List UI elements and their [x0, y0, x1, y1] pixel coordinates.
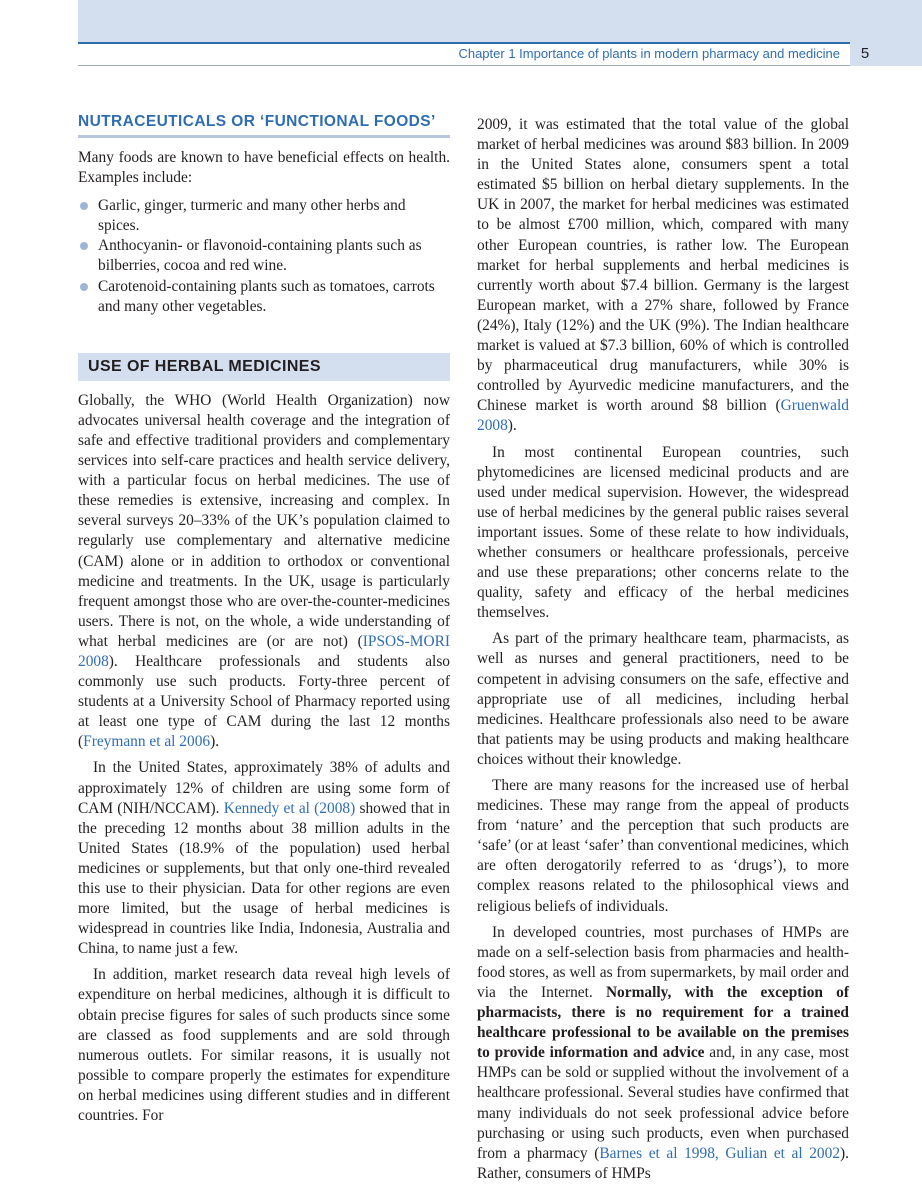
- citation-link[interactable]: Gruenwald 2008: [477, 397, 849, 435]
- right-column: [477, 115, 849, 1190]
- citation-link[interactable]: Freymann et al 2006: [83, 733, 211, 751]
- paragraph: 2009, it was estimated that the total value of the global market of herbal medicines was around $83 billion. In 2009 in the United States alone, consumers spent a total estimated $5 billion on herbal dietary supplements. In the UK in 2007, the market for herbal medicines was estimated to be almost £700 million, which, compared with many other European countries, is rather low. The European market for herbal supplements and herbal medicines is currently worth about $7.4 billion. Germany is the largest European market, with a 27% share, followed by France (24%), Italy (12%) and the UK (9%). The Indian healthcare market is valued at $7.3 billion, 60% of which is controlled by pharmaceutical drug manufacturers, while 30% is controlled by Ayurvedic medicine manufacturers, and the Chinese market is worth around $8 billion (Gruenwald 2008).: [477, 116, 849, 435]
- paragraph: In most continental European countries, such phytomedicines are licensed medicinal products and are used under medical supervision. However, the widespread use of herbal medicines by the general public raises several important issues. Some of these relate to how individuals, whether consumers or healthcare professionals, perceive and use these preparations; other concerns relate to the quality, safety and efficacy of the herbal medicines themselves.: [477, 443, 849, 622]
- bullet-icon: [80, 283, 88, 291]
- bullet-item: Anthocyanin- or flavonoid-containing plants such as bilberries, cocoa and red wine.: [78, 236, 450, 276]
- running-head: Chapter 1 Importance of plants in modern pharmacy and medicine: [458, 46, 840, 61]
- bullet-icon: [80, 202, 88, 210]
- bullet-list: [78, 196, 450, 317]
- bullet-item: Garlic, ginger, turmeric and many other herbs and spices.: [78, 196, 450, 236]
- header-rule: [78, 42, 850, 44]
- section-heading-nutraceuticals: NUTRACEUTICALS OR ‘FUNCTIONAL FOODS’: [78, 112, 450, 138]
- bullet-item: Carotenoid-containing plants such as tomatoes, carrots and many other vegetables.: [78, 277, 450, 317]
- citation-link[interactable]: Barnes et al 1998, Gulian et al 2002: [599, 1144, 841, 1162]
- citation-link[interactable]: IPSOS-MORI 2008: [78, 632, 450, 670]
- header-bottom-rule: [78, 65, 850, 66]
- paragraph: In developed countries, most purchases of HMPs are made on a self-selection basis from pharmacies and health-food stores, as well as from supermarkets, by mail order and via the Internet. Normally, with the exception of pharmacists, there is no requirement for a trained healthcare professional to be available on the premises to provide information and advice and, in any case, most HMPs can be sold or supplied without the involvement of a healthcare professional. Several studies have confirmed that many individuals do not seek professional advice before purchasing or using such products, even when purchased from a pharmacy (Barnes et al 1998, Gulian et al 2002). Rather, consumers of HMPs: [477, 923, 850, 1182]
- citation-link[interactable]: Kennedy et al (2008): [223, 799, 356, 817]
- page-number: 5: [860, 45, 870, 62]
- paragraph: In addition, market research data reveal high levels of expenditure on herbal medicines, although it is difficult to obtain precise figures for sales of such products since some are classed as food supplements and are sold through numerous outlets. For similar reasons, it is usually not possible to compare properly the estimates for expenditure on herbal medicines using different studies and in different countries. For: [78, 966, 450, 1125]
- paragraph: There are many reasons for the increased use of herbal medicines. These may range from the appeal of products from ‘nature’ and the perception that such products are ‘safe’ (or at least ‘safer’ than conventional medicines, which are often derogatorily referred to as ‘drugs’), to more complex reasons related to the philosophical views and religious beliefs of individuals.: [477, 777, 849, 915]
- paragraph: In the United States, approximately 38% of adults and approximately 12% of children are using some form of CAM (NIH/NCCAM). Kennedy et al (2008) showed that in the preceding 12 months about 38 million adults in the United States (18.9% of the population) used herbal medicines or supplements, but that only one-third revealed this use to their physician. Data for other regions are even more limited, but the usage of herbal medicines is widespread in countries like India, Indonesia, Australia and China, to name just a few.: [78, 759, 450, 958]
- paragraph: As part of the primary healthcare team, pharmacists, as well as nurses and general practitioners, need to be competent in advising consumers on the safe, effective and appropriate use of all medicines, including herbal medicines. Healthcare professionals also need to be aware that patients may be using products and making healthcare choices without their knowledge.: [477, 630, 849, 768]
- paragraph: Many foods are known to have beneficial effects on health. Examples include:: [78, 149, 450, 187]
- section-heading-herbal-medicines: USE OF HERBAL MEDICINES: [78, 351, 450, 381]
- header-band: [78, 0, 850, 42]
- bold-text: Normally, with the exception of pharmacists, there is no requirement for a trained healthcare professional to be available on the premises to provide information and advice: [477, 983, 849, 1062]
- left-column: [78, 112, 450, 1132]
- paragraph: Globally, the WHO (World Health Organization) now advocates universal health coverage and the integration of safe and effective traditional providers and complementary services into self-care practices and health service delivery, with a particular focus on herbal medicines. The use of these remedies is extensive, increasing and complex. In several surveys 20–33% of the UK’s population claimed to regularly use complementary and alternative medicine (CAM) alone or in addition to orthodox or conventional medicine and treatments. In the UK, usage is particularly frequent amongst those who are over-the-counter-medicines users. There is not, on the whole, a wide understanding of what herbal medicines are (or are not) (IPSOS-MORI 2008). Healthcare professionals and students also commonly use such products. Forty-three percent of students at a University School of Pharmacy reported using at least one type of CAM during the last 12 months (Freymann et al 2006).: [78, 391, 450, 751]
- bullet-icon: [80, 242, 88, 250]
